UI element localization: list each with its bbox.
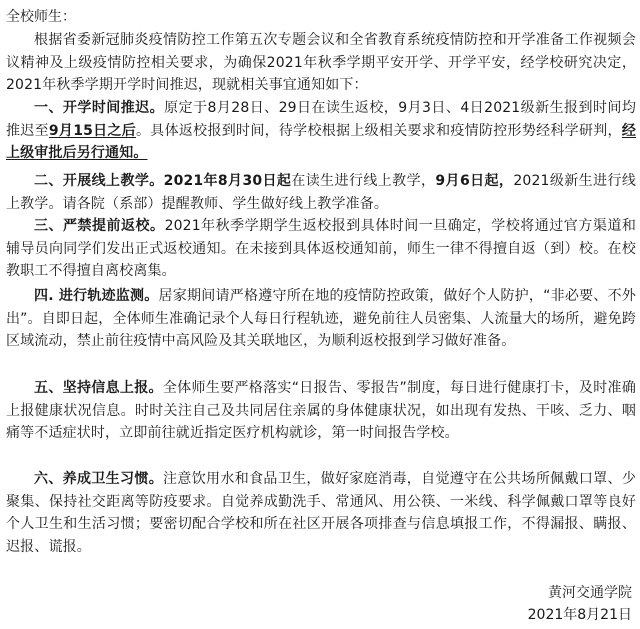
item-1-approval-emphasis: 经上级审批后另行通知。 bbox=[6, 122, 636, 162]
item-5-text: 全体师生要严格落实“日报告、零报告”制度，每日进行健康打卡，及时准确上报健康状况信息。时时关注自己及共同居住亲属的身体健康状况，如出现有发热、干咳、乏力、咽痛等不适症状时，立即前往就近指定医疗机构就诊，第一时间报告学校。 bbox=[6, 380, 636, 442]
item-2-date-a: 2021年8月30日起 bbox=[163, 173, 292, 189]
item-2-date-b: 9月6日起， bbox=[435, 173, 514, 189]
item-2-paragraph bbox=[6, 170, 636, 215]
greeting: 全校师生： bbox=[6, 9, 76, 25]
item-1-heading: 一、开学时间推迟。 bbox=[34, 100, 165, 116]
item-1-date-emphasis: 9月15日之后 bbox=[48, 122, 136, 139]
item-4-heading: 四. 进行轨迹监测。 bbox=[34, 288, 159, 304]
item-2-text-b: 2021级新生进行线上教学。请各院（系部）提醒教师、学生做好线上教学准备。 bbox=[6, 173, 636, 212]
item-6-text: 注意饮用水和食品卫生，做好家庭消毒，自觉遵守在公共场所佩戴口罩、少聚集、保持社交距离等防疫要求。自觉养成勤洗手、常通风、用公筷、一米线、科学佩戴口罩等良好个人卫生和生活习惯；要密切配合学校和所在社区开展各项排查与信息填报工作，不得漏报、瞒报、迟报、谎报。 bbox=[6, 471, 636, 555]
item-6-heading: 六、养成卫生习惯。 bbox=[34, 471, 164, 487]
item-1-text-b: 。具体返校报到时间，待学校根据上级相关要求和疫情防控形势经科学研判， bbox=[136, 122, 622, 139]
item-4-text: 居家期间请严格遵守所在地的疫情防控政策，做好个人防护，“非必要、不外出”。自即日起，全体师生准确记录个人每日行程轨迹，避免前往人员密集、人流量大的场所，避免跨区域流动，禁止前往疫情中高风险及其关联地区，为顺利返校报到学习做好准备。 bbox=[6, 288, 636, 350]
item-5-paragraph bbox=[6, 377, 636, 445]
item-5-heading: 五、坚持信息上报。 bbox=[34, 380, 163, 396]
item-3-text: 2021年秋季学期学生返校报到具体时间一旦确定，学校将通过官方渠道和辅导员向同学们发出正式返校通知。在未接到具体返校通知前，师生一律不得擅自返（到）校。在校教职工不得擅自离校离集。 bbox=[6, 218, 636, 280]
item-1-paragraph bbox=[6, 97, 636, 165]
item-2-text-a: 在读生进行线上教学， bbox=[291, 173, 436, 189]
item-4-paragraph bbox=[6, 285, 636, 353]
item-1-text-a: 原定于8月28日、29日在读生返校，9月3日、4日2021级新生报到时间均推迟至 bbox=[6, 100, 637, 139]
signature-date: 2021年8月21日 bbox=[527, 607, 632, 623]
signature-org: 黄河交通学院 bbox=[548, 585, 632, 601]
item-6-paragraph bbox=[6, 468, 636, 558]
item-3-heading: 三、严禁提前返校。 bbox=[34, 218, 165, 234]
item-3-paragraph bbox=[6, 215, 636, 283]
intro-paragraph: 根据省委新冠肺炎疫情防控工作第五次专题会议和全省教育系统疫情防控和开学准备工作视频会议精神及上级疫情防控相关要求，为确保2021年秋季学期平安开学、开学平安，经学校研究决定，2021年秋季学期开学时间推迟，现就相关事宜通知如下： bbox=[6, 32, 636, 94]
item-2-heading: 二、开展线上教学。 bbox=[34, 173, 164, 189]
